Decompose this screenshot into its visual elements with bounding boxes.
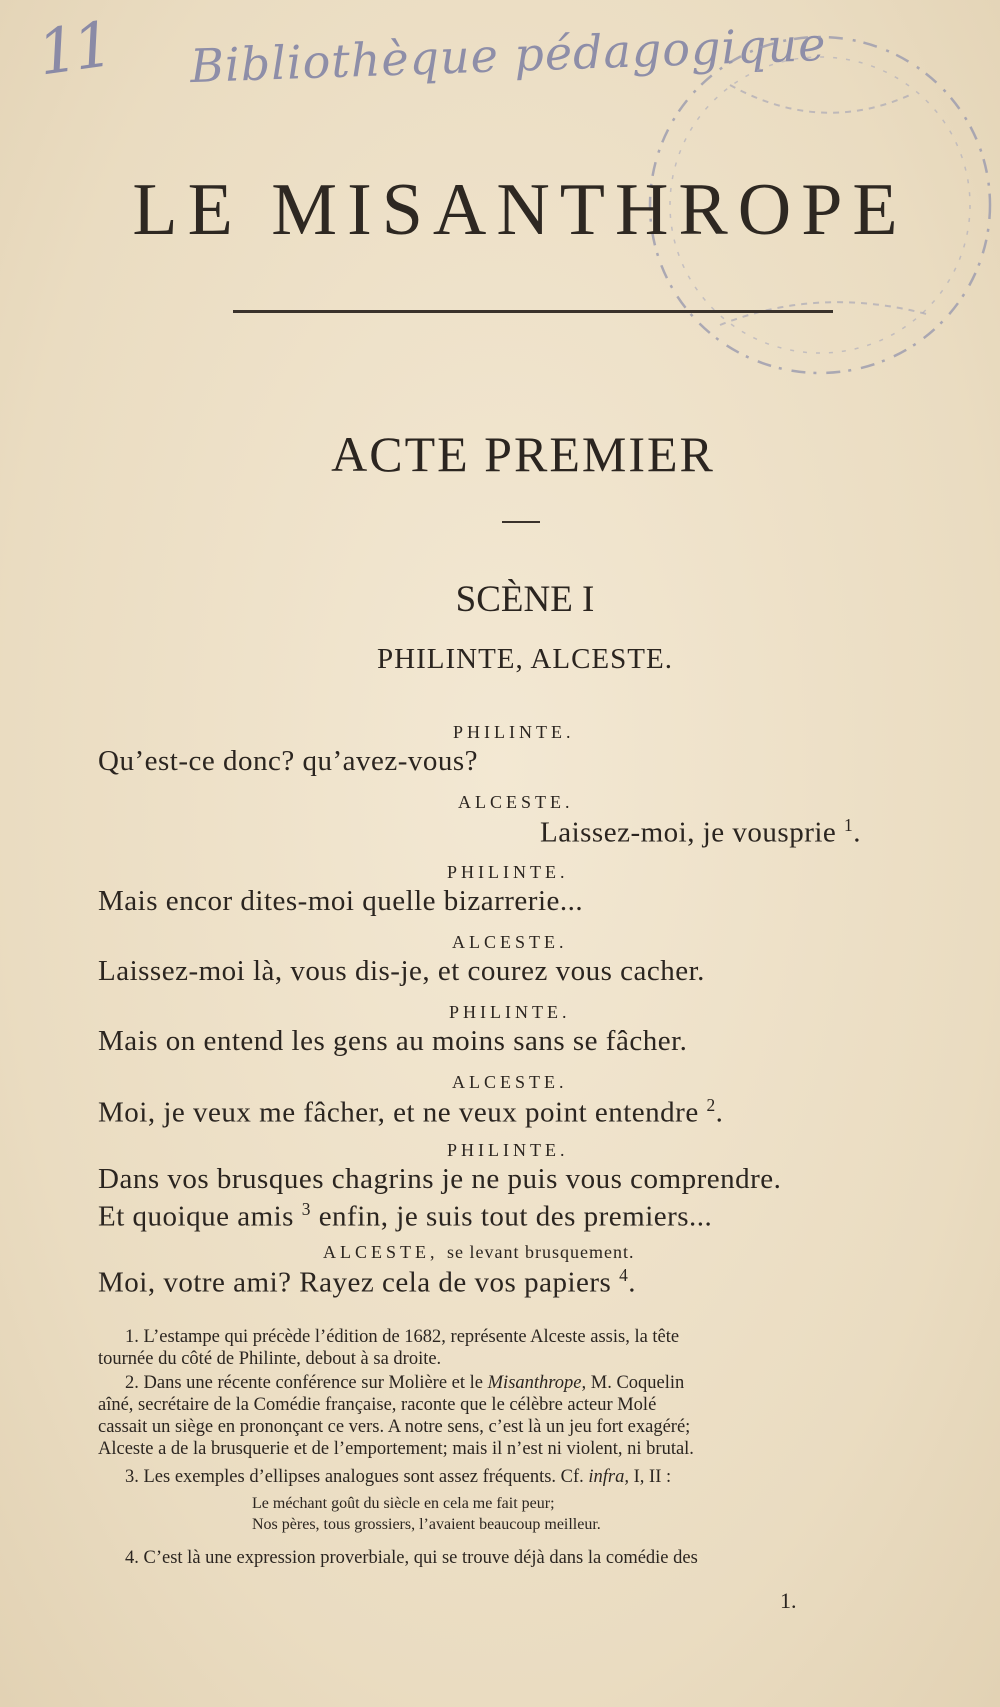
scene-characters: PHILINTE, ALCESTE. [377, 643, 673, 675]
act-heading: ACTE PREMIER [331, 426, 715, 482]
speaker-label: PHILINTE. [447, 1140, 569, 1160]
speaker-label: PHILINTE. [449, 1002, 571, 1022]
footnote-1: 1. L’estampe qui précède l’édition de 1682, représente Alceste assis, la tête [125, 1327, 680, 1347]
footnote-marker: 4 [619, 1265, 629, 1285]
footnote-marker: 1 [844, 815, 854, 835]
footnote-2: 2. Dans une récente conférence sur Molière et le Misanthrope, M. Coquelin [125, 1373, 685, 1393]
title-rule [233, 310, 833, 313]
verse-line: Moi, votre ami? Rayez cela de vos papiers $^4$. [98, 1265, 637, 1299]
scene-heading: SCÈNE I [455, 579, 595, 620]
footnote-quote: Le méchant goût du siècle en cela me fait peur; [252, 1495, 555, 1512]
verse-line: Dans vos brusques chagrins je ne puis vous comprendre. [98, 1163, 782, 1195]
speaker-label: ALCESTE. [452, 1072, 568, 1092]
speaker-label: ALCESTE. [452, 932, 568, 952]
speaker-label: PHILINTE. [447, 862, 569, 882]
footnote-marker: 2 [706, 1095, 716, 1115]
speaker-label: PHILINTE. [453, 722, 575, 742]
verse-line: Mais encor dites-moi quelle bizarrerie... [98, 885, 584, 917]
footnote-2-cont: aîné, secrétaire de la Comédie française, raconte que le célèbre acteur Molé [98, 1395, 657, 1415]
footnote-2-cont: cassait un siège en prononçant ce vers. A notre sens, c’est là un jeu fort exagéré; [98, 1417, 691, 1437]
footnote-2-cont: Alceste a de la brusquerie et de l’emportement; mais il n’est ni violent, ni brutal. [98, 1439, 694, 1459]
verse-line: Qu’est-ce donc? qu’avez-vous? [98, 745, 479, 777]
page-number: 1. [780, 1588, 797, 1613]
handwritten-note: Bibliothèque pédagogique [189, 16, 828, 94]
footnote-quote: Nos pères, tous grossiers, l’avaient beaucoup meilleur. [252, 1516, 601, 1533]
verse-line: Laissez-moi là, vous dis-je, et courez vous cacher. [98, 955, 705, 987]
act-rule [502, 521, 540, 523]
footnote-1-cont: tournée du côté de Philinte, debout à sa droite. [98, 1349, 442, 1369]
play-title: LE MISANTHROPE [132, 169, 908, 251]
verse-line: Moi, je veux me fâcher, et ne veux point entendre $^2$. [98, 1095, 724, 1129]
verse-line: Et quoique amis $^3$ enfin, je suis tout des premiers... [98, 1199, 713, 1233]
footnote-marker: 3 [301, 1199, 311, 1219]
verse-line: Laissez-moi, je vousprie $^1$. [540, 815, 861, 849]
speaker-label: ALCESTE, se levant brusquement. [323, 1242, 635, 1262]
footnote-4: 4. C’est là une expression proverbiale, qui se trouve déjà dans la comédie des [125, 1548, 698, 1568]
footnote-3: 3. Les exemples d’ellipses analogues sont assez fréquents. Cf. infra, I, II : [125, 1467, 672, 1487]
verse-line: Mais on entend les gens au moins sans se fâcher. [98, 1025, 688, 1057]
handwritten-number: 11 [33, 7, 114, 90]
stage-direction: se levant brusquement. [447, 1242, 635, 1262]
speaker-label: ALCESTE. [458, 792, 574, 812]
